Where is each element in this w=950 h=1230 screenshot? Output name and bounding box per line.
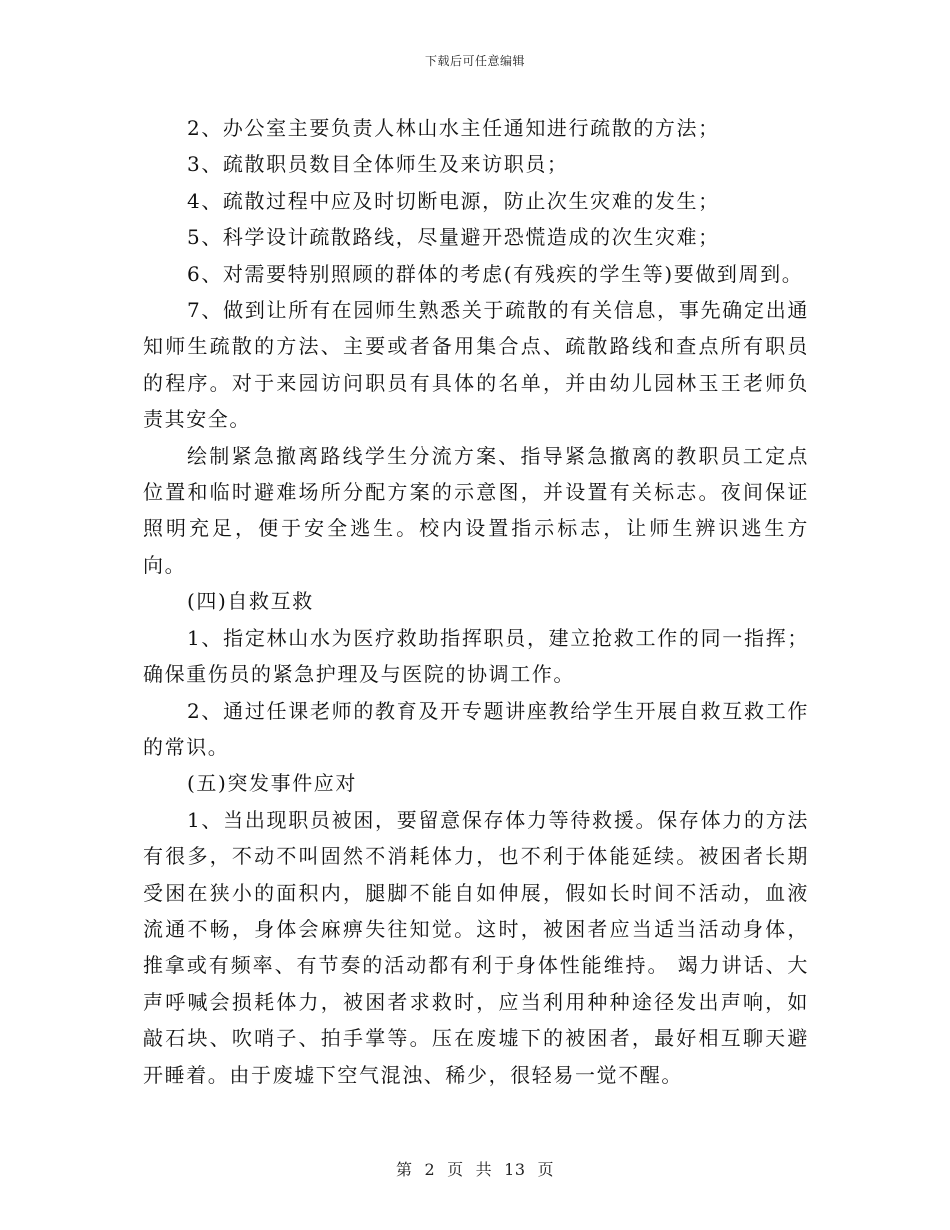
paragraph: 2、通过任课老师的教育及开专题讲座教给学生开展自救互救工作的常识。 bbox=[143, 698, 809, 759]
total-label-suffix: 页 bbox=[537, 1160, 555, 1179]
paragraph: 1、指定林山水为医疗救助指挥职员，建立抢救工作的同一指挥；确保重伤员的紧急护理及与医院的协调工作。 bbox=[143, 625, 809, 687]
paragraph: 1、当出现职员被困，要留意保存体力等待救援。保存体力的方法有很多，不动不叫固然不消耗体力，也不利于体能延续。被困者长期受困在狭小的面积内，腿脚不能自如伸展，假如长时间不活动，血液流通不畅，身体会麻痹失往知觉。这时，被困者应当适当活动身体，推拿或有频率、有节奏的活动都有利于身体性能维持。 竭力讲话、大声呼喊会损耗体力，被困者求救时，应当利用种种途径发出声响，如敲石块、吹哨子、拍手掌等。压在废墟下的被困者，最好相互聊天避开睡着。由于废墟下空气混浊、稀少，很轻易一觉不醒。 bbox=[143, 807, 809, 1087]
paragraph: 7、做到让所有在园师生熟悉关于疏散的有关信息，事先确定出通知师生疏散的方法、主要或者备用集合点、疏散路线和查点所有职员的程序。对于来园访问职员有具体的名单，并由幼儿园林玉王老师负责其安全。 bbox=[143, 298, 809, 432]
paragraph: 3、疏散职员数目全体师生及来访职员； bbox=[187, 152, 569, 177]
page-header: 下载后可任意编辑 bbox=[424, 54, 525, 68]
section-heading: (五)突发事件应对 bbox=[187, 771, 358, 796]
document-body bbox=[143, 110, 809, 1093]
paragraph: 4、疏散过程中应及时切断电源，防止次生灾难的发生； bbox=[187, 188, 720, 213]
page-footer bbox=[0, 1157, 950, 1180]
section-heading: (四)自救互救 bbox=[187, 589, 314, 614]
page-number: 2 bbox=[424, 1160, 436, 1179]
page-label-prefix: 第 bbox=[395, 1160, 413, 1179]
paragraph: 5、科学设计疏散路线，尽量避开恐慌造成的次生灾难； bbox=[187, 225, 720, 250]
paragraph: 绘制紧急撤离路线学生分流方案、指导紧急撤离的教职员工定点位置和临时避难场所分配方案的示意图，并设置有关标志。夜间保证照明充足，便于安全逃生。校内设置指示标志，让师生辨识逃生方向。 bbox=[143, 443, 809, 577]
total-label-prefix: 共 bbox=[475, 1160, 493, 1179]
page-label-mid: 页 bbox=[447, 1160, 464, 1179]
paragraph: 6、对需要特别照顾的群体的考虑(有残疾的学生等)要做到周到。 bbox=[187, 261, 804, 286]
total-pages: 13 bbox=[504, 1160, 526, 1179]
paragraph: 2、办公室主要负责人林山水主任通知进行疏散的方法； bbox=[187, 116, 720, 140]
